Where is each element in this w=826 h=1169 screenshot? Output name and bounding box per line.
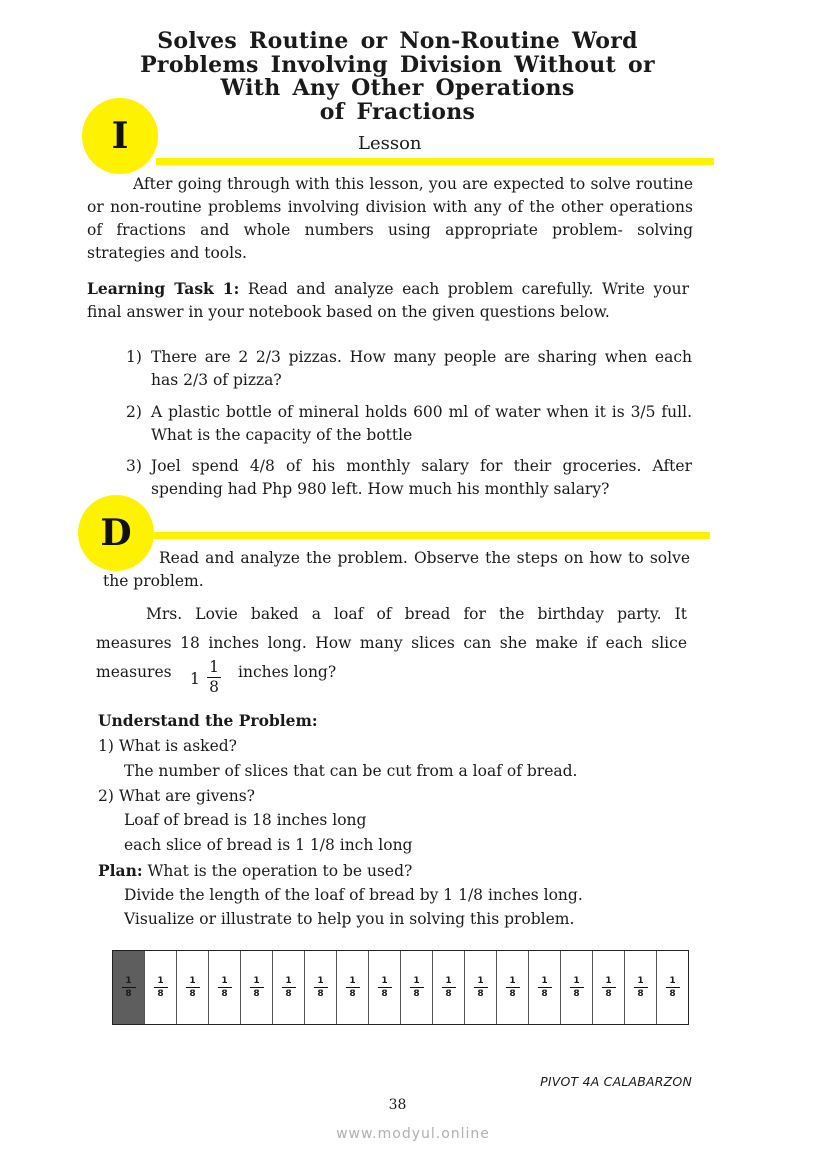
strip-fraction-bar: [666, 987, 680, 988]
strip-denominator: 8: [669, 989, 676, 999]
strip-cell-fraction: [442, 976, 456, 999]
strip-cell: [529, 951, 561, 1024]
strip-cell-fraction: [314, 976, 328, 999]
strip-cell: [177, 951, 209, 1024]
strip-fraction-bar: [474, 987, 488, 988]
problem-2-text: A plastic bottle of mineral holds 600 ml of water when it is 3/5 full. What is the capacity of the bottle: [151, 403, 692, 444]
strip-fraction-bar: [378, 987, 392, 988]
problem-1-number: 1): [126, 348, 142, 366]
page-number: 38: [388, 1097, 407, 1113]
plan-step-1: Divide the length of the loaf of bread by 1 1/8 inches long.: [124, 886, 583, 904]
strip-fraction-bar: [346, 987, 360, 988]
strip-cell: [401, 951, 433, 1024]
section-d-intro: Read and analyze the problem. Observe the steps on how to solve the problem.: [103, 549, 690, 590]
strip-fraction-bar: [442, 987, 456, 988]
strip-numerator: 1: [541, 976, 548, 986]
strip-denominator: 8: [285, 989, 292, 999]
problem-3-text: Joel spend 4/8 of his monthly salary for their groceries. After spending had Php 980 left. How much his monthly salary?: [151, 457, 692, 498]
strip-cell-fraction: [250, 976, 264, 999]
strip-denominator: 8: [637, 989, 644, 999]
strip-denominator: 8: [541, 989, 548, 999]
strip-numerator: 1: [349, 976, 356, 986]
problem-2-number: 2): [126, 403, 142, 421]
strip-cell-fraction: [634, 976, 648, 999]
watermark: www.modyul.online: [336, 1126, 490, 1142]
section-i-badge: [82, 98, 158, 174]
fraction-denominator: 8: [209, 678, 219, 696]
strip-cell-fraction: [506, 976, 520, 999]
strip-cell-fraction: [570, 976, 584, 999]
strip-denominator: 8: [125, 989, 132, 999]
title-line-1: Solves Routine or Non-Routine Word: [157, 28, 638, 54]
strip-numerator: 1: [253, 976, 260, 986]
story-measures: measures: [96, 663, 172, 681]
strip-cell: [497, 951, 529, 1024]
strip-denominator: 8: [605, 989, 612, 999]
strip-numerator: 1: [509, 976, 516, 986]
strip-fraction-bar: [154, 987, 168, 988]
learning-task-label: Learning Task 1:: [87, 279, 240, 298]
strip-numerator: 1: [605, 976, 612, 986]
question-1: 1) What is asked?: [98, 737, 237, 755]
strip-fraction-bar: [282, 987, 296, 988]
strip-denominator: 8: [381, 989, 388, 999]
title-line-2: Problems Involving Division Without or: [140, 51, 655, 78]
question-2: 2) What are givens?: [98, 787, 255, 805]
strip-denominator: 8: [509, 989, 516, 999]
strip-numerator: 1: [317, 976, 324, 986]
strip-cell: [369, 951, 401, 1024]
strip-cell-fraction: [410, 976, 424, 999]
answer-2b: each slice of bread is 1 1/8 inch long: [124, 836, 413, 854]
strip-cell-fraction: [602, 976, 616, 999]
strip-fraction-bar: [634, 987, 648, 988]
strip-denominator: 8: [221, 989, 228, 999]
plan-step-2: Visualize or illustrate to help you in solving this problem.: [124, 910, 575, 928]
strip-cell: [657, 951, 688, 1024]
plan-text: What is the operation to be used?: [142, 862, 413, 880]
strip-denominator: 8: [253, 989, 260, 999]
mixed-number-whole: 1: [190, 670, 200, 688]
strip-cell: [273, 951, 305, 1024]
answer-1: The number of slices that can be cut from a loaf of bread.: [124, 762, 578, 780]
strip-numerator: 1: [189, 976, 196, 986]
strip-cell: [465, 951, 497, 1024]
strip-cell: [433, 951, 465, 1024]
strip-fraction-bar: [538, 987, 552, 988]
strip-cell-fraction: [474, 976, 488, 999]
strip-cell-fraction: [282, 976, 296, 999]
title-line-4: of Fractions: [319, 98, 476, 125]
plan-line: [98, 859, 412, 883]
strip-cell: [241, 951, 273, 1024]
strip-fraction-bar: [570, 987, 584, 988]
strip-denominator: 8: [189, 989, 196, 999]
strip-cell: [113, 951, 145, 1024]
section-i-letter: I: [111, 115, 129, 157]
strip-numerator: 1: [125, 976, 132, 986]
intro-paragraph: After going through with this lesson, you are expected to solve routine or non-routine problems involving division with any of the other operations of fractions and whole numbers using appropriate problem- solving strategies and tools.: [87, 175, 693, 262]
strip-fraction-bar: [122, 987, 136, 988]
strip-denominator: 8: [445, 989, 452, 999]
strip-cell-fraction: [122, 976, 136, 999]
strip-numerator: 1: [285, 976, 292, 986]
story-line-1: Mrs. Lovie baked a loaf of bread for the birthday party. It: [146, 605, 687, 623]
strip-numerator: 1: [573, 976, 580, 986]
strip-cell-fraction: [186, 976, 200, 999]
strip-cell-fraction: [154, 976, 168, 999]
strip-numerator: 1: [477, 976, 484, 986]
story-after: inches long?: [238, 663, 337, 681]
story-line-2: measures 18 inches long. How many slices can she make if each slice: [96, 634, 687, 652]
section-i-divider: [156, 158, 714, 165]
strip-denominator: 8: [157, 989, 164, 999]
strip-cell: [337, 951, 369, 1024]
bread-fraction-strip: [112, 950, 689, 1025]
strip-numerator: 1: [221, 976, 228, 986]
title-line-3: With Any Other Operations: [220, 75, 575, 101]
strip-fraction-bar: [250, 987, 264, 988]
strip-denominator: 8: [573, 989, 580, 999]
section-i-label: Lesson: [358, 133, 422, 154]
strip-numerator: 1: [669, 976, 676, 986]
strip-cell-fraction: [666, 976, 680, 999]
strip-numerator: 1: [381, 976, 388, 986]
strip-cell: [625, 951, 657, 1024]
problem-1-text: There are 2 2/3 pizzas. How many people are sharing when each has 2/3 of pizza?: [151, 348, 692, 389]
strip-numerator: 1: [637, 976, 644, 986]
mixed-number-fraction: [205, 658, 223, 697]
strip-cell-fraction: [378, 976, 392, 999]
strip-fraction-bar: [410, 987, 424, 988]
learning-task-text: Read and analyze each problem carefully. Write your final answer in your notebook based on the given questions below.: [87, 280, 689, 321]
strip-cell: [145, 951, 177, 1024]
strip-fraction-bar: [602, 987, 616, 988]
strip-cell: [305, 951, 337, 1024]
strip-numerator: 1: [445, 976, 452, 986]
strip-denominator: 8: [413, 989, 420, 999]
answer-2a: Loaf of bread is 18 inches long: [124, 811, 367, 829]
strip-numerator: 1: [413, 976, 420, 986]
strip-fraction-bar: [186, 987, 200, 988]
section-d-letter: D: [100, 512, 132, 554]
footer-brand: PIVOT 4A CALABARZON: [540, 1074, 692, 1089]
strip-denominator: 8: [349, 989, 356, 999]
understand-heading: Understand the Problem:: [98, 711, 318, 730]
strip-numerator: 1: [157, 976, 164, 986]
strip-fraction-bar: [506, 987, 520, 988]
strip-denominator: 8: [317, 989, 324, 999]
learning-task: [87, 277, 689, 324]
strip-cell-fraction: [346, 976, 360, 999]
strip-cell: [561, 951, 593, 1024]
fraction-numerator: 1: [209, 658, 219, 676]
strip-fraction-bar: [218, 987, 232, 988]
strip-denominator: 8: [477, 989, 484, 999]
strip-fraction-bar: [314, 987, 328, 988]
strip-cell-fraction: [218, 976, 232, 999]
strip-cell-fraction: [538, 976, 552, 999]
problem-3-number: 3): [126, 457, 142, 475]
strip-cell: [593, 951, 625, 1024]
section-d-divider: [153, 532, 710, 539]
plan-label: Plan:: [98, 861, 143, 880]
strip-cell: [209, 951, 241, 1024]
